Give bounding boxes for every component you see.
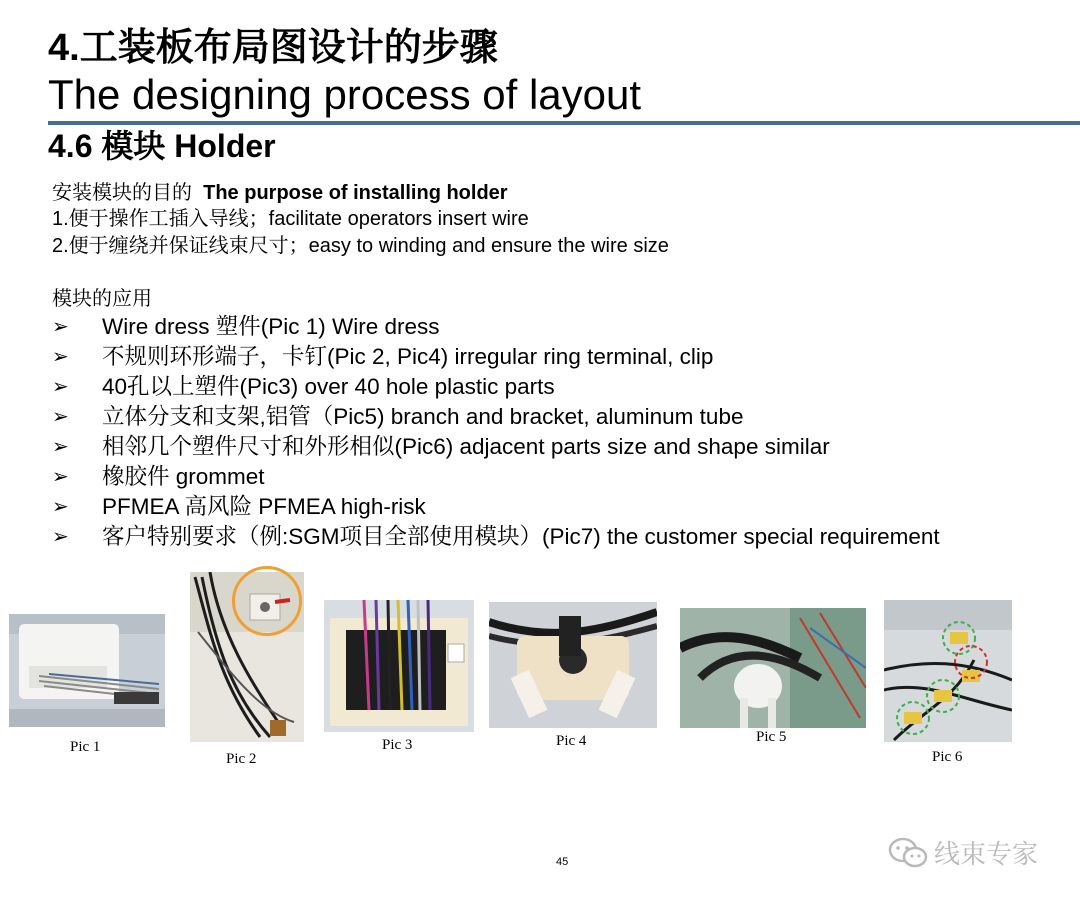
arrow-bullet-icon: ➢ (52, 346, 69, 368)
arrow-bullet-icon: ➢ (52, 376, 69, 398)
caption-pic-6: Pic 6 (932, 749, 963, 765)
caption-pic-1: Pic 1 (70, 739, 101, 755)
list-item: ➢ 橡胶件 grommet (52, 462, 940, 492)
list-item: ➢ PFMEA 高风险 PFMEA high-risk (52, 492, 940, 522)
list-item: ➢ 相邻几个塑件尺寸和外形相似(Pic6) adjacent parts size and shape similar (52, 432, 940, 462)
photo-pic-6 (884, 600, 1012, 742)
photo-pic-5 (680, 608, 866, 728)
slide-title-english: The designing process of layout (48, 71, 642, 118)
caption-pic-4: Pic 4 (556, 733, 587, 749)
arrow-bullet-icon: ➢ (52, 496, 69, 518)
purpose-heading-en: The purpose of installing holder (203, 182, 508, 204)
photo-pic-1 (9, 614, 165, 727)
list-item: ➢ 不规则环形端子，卡钉(Pic 2, Pic4) irregular ring terminal, clip (52, 342, 940, 372)
title-divider (48, 121, 1080, 125)
purpose-heading-cn: 安装模块的目的 (52, 182, 192, 204)
caption-pic-2: Pic 2 (226, 751, 257, 767)
page-number: 45 (556, 856, 569, 868)
slide-title-chinese: 4.工装板布局图设计的步骤 (48, 27, 498, 69)
arrow-bullet-icon: ➢ (52, 406, 69, 428)
caption-pic-5: Pic 5 (756, 729, 787, 745)
caption-pic-3: Pic 3 (382, 737, 413, 753)
list-item: ➢ Wire dress 塑件(Pic 1) Wire dress (52, 312, 940, 342)
section-subtitle: 4.6 模块 Holder (48, 128, 276, 164)
watermark-text: 线束专家 (934, 839, 1039, 869)
photo-pic-3 (324, 600, 474, 732)
application-list (52, 312, 940, 552)
arrow-bullet-icon: ➢ (52, 436, 69, 458)
list-item: ➢ 40孔以上塑件(Pic3) over 40 hole plastic parts (52, 372, 940, 402)
list-item: ➢ 立体分支和支架,铝管（Pic5) branch and bracket, aluminum tube (52, 402, 940, 432)
photo-pic-4 (489, 602, 657, 728)
purpose-line-2: 2.便于缠绕并保证线束尺寸；easy to winding and ensure the wire size (52, 235, 669, 257)
highlight-circle (232, 566, 302, 636)
purpose-heading (52, 180, 508, 206)
wechat-logo-icon (888, 837, 928, 869)
arrow-bullet-icon: ➢ (52, 466, 69, 488)
purpose-line-1: 1.便于操作工插入导线；facilitate operators insert wire (52, 208, 529, 230)
application-heading: 模块的应用 (52, 288, 152, 310)
list-item: ➢ 客户特别要求（例:SGM项目全部使用模块）(Pic7) the customer special requirement (52, 522, 940, 552)
arrow-bullet-icon: ➢ (52, 526, 69, 548)
arrow-bullet-icon: ➢ (52, 316, 69, 338)
watermark (888, 834, 1038, 871)
